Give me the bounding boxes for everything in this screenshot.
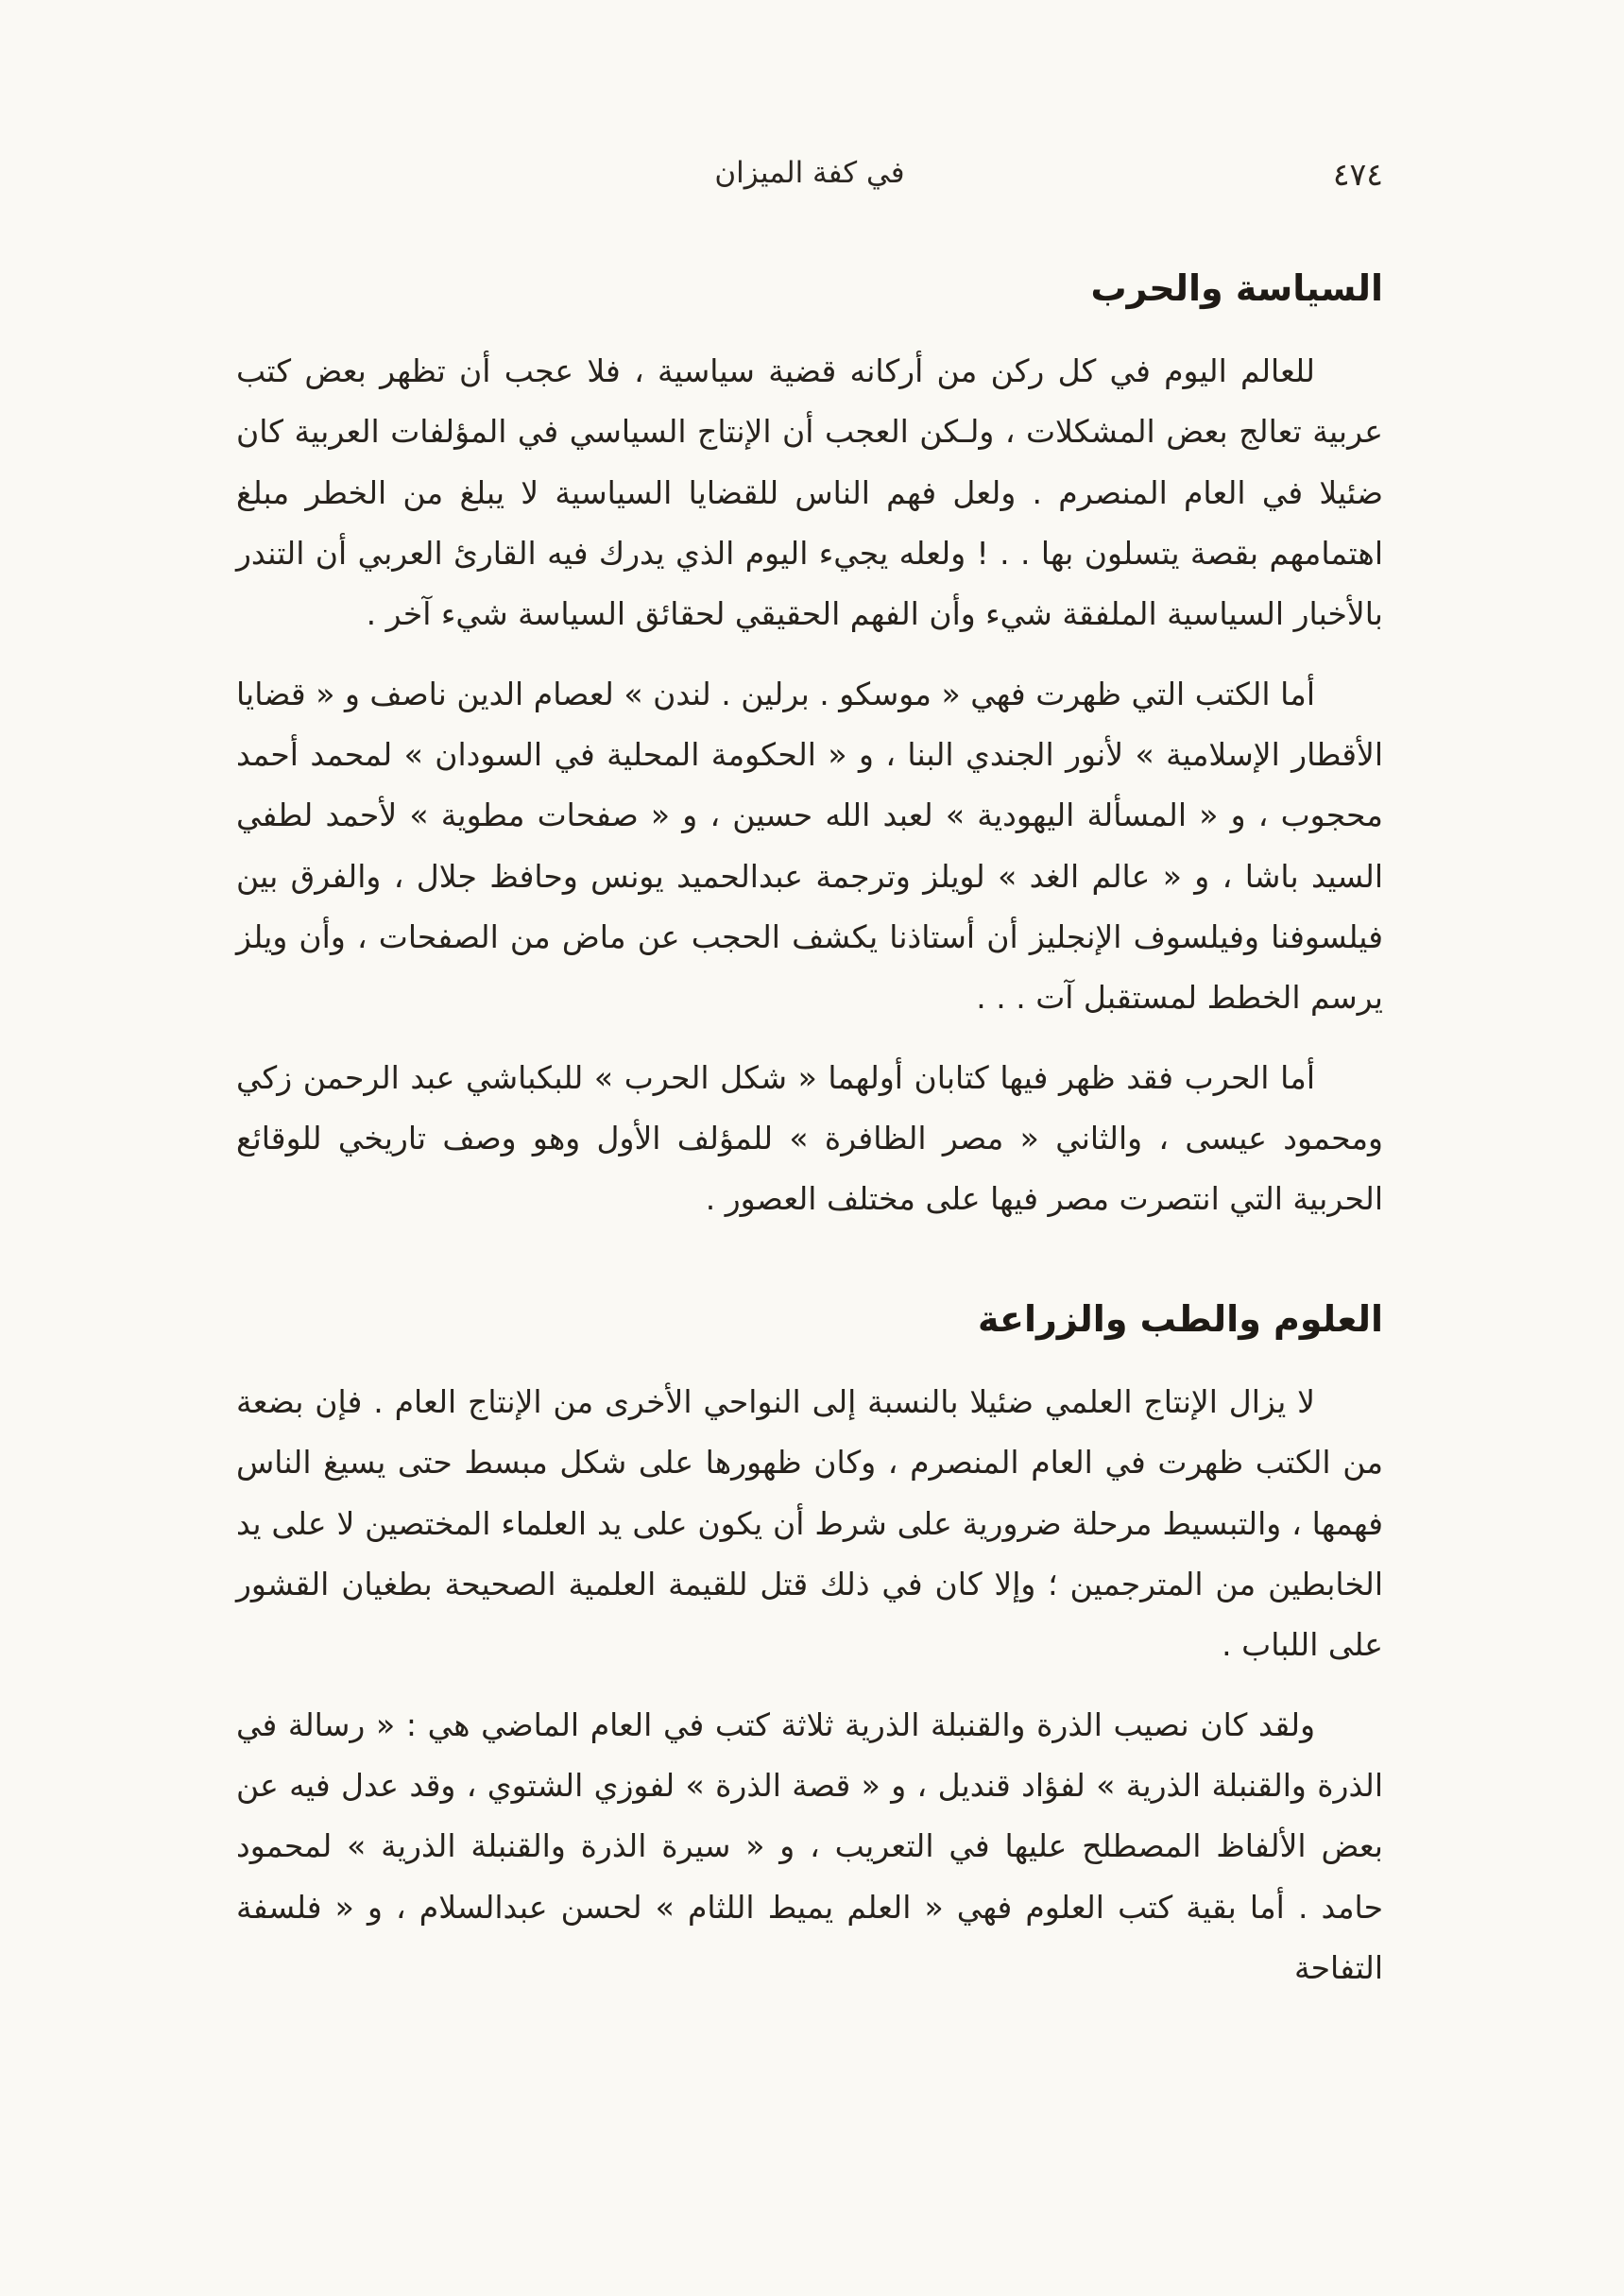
section-science-medicine-agriculture <box>236 1298 1383 1998</box>
page-number: ٤٧٤ <box>1332 156 1383 193</box>
paragraph: أما الكتب التي ظهرت فهي « موسكو . برلين . لندن » لعصام الدين ناصف و « قضايا الأقطار الإسلامية » لأنور الجندي البنا ، و « الحكومة المحلية في السودان » لمحمد أحمد محجوب ، و « المسألة اليهودية » لعبد الله حسين ، و « صفحات مطوية » لأحمد لطفي السيد باشا ، و « عالم الغد » لويلز وترجمة عبدالحميد يونس وحافظ جلال ، والفرق بين فيلسوفنا وفيلسوف الإنجليز أن أستاذنا يكشف الحجب عن ماض من الصفحات ، وأن ويلز يرسم الخطط لمستقبل آت . . . <box>236 675 1383 1017</box>
paragraph: لا يزال الإنتاج العلمي ضئيلا بالنسبة إلى النواحي الأخرى من الإنتاج العام . فإن بضعة من الكتب ظهرت في العام المنصرم ، وكان ظهورها على شكل مبسط حتى يسيغ الناس فهمها ، والتبسيط مرحلة ضرورية على شرط أن يكون على يد العلماء المختصين لا على يد الخابطين من المترجمين ؛ وإلا كان في ذلك قتل للقيمة العلمية الصحيحة بطغيان القشور على اللباب . <box>236 1382 1383 1664</box>
running-title: في كفة الميزان <box>714 156 905 190</box>
paragraph: ولقد كان نصيب الذرة والقنبلة الذرية ثلاثة كتب في العام الماضي هي : « رسالة في الذرة والقنبلة الذرية » لفؤاد قنديل ، و « قصة الذرة » لفوزي الشتوي ، وقد عدل فيه عن بعض الألفاظ المصطلح عليها في التعريب ، و « سيرة الذرة والقنبلة الذرية » لمحمود حامد . أما بقية كتب العلوم فهي « العلم يميط اللثام » لحسن عبدالسلام ، و « فلسفة التفاحة <box>236 1705 1383 1986</box>
paragraph: أما الحرب فقد ظهر فيها كتابان أولهما « شكل الحرب » للبكباشي عبد الرحمن زكي ومحمود عيسى ، والثاني « مصر الظافرة » للمؤلف الأول وهو وصف تاريخي للوقائع الحربية التي انتصرت مصر فيها على مختلف العصور . <box>236 1058 1383 1218</box>
page-header <box>236 156 1383 209</box>
text-block <box>236 156 1383 1998</box>
section-heading-politics-war: السياسة والحرب <box>1090 267 1383 309</box>
section-politics-and-war <box>236 267 1383 1230</box>
paragraph: للعالم اليوم في كل ركن من أركانه قضية سياسية ، فلا عجب أن تظهر بعض كتب عربية تعالج بعض المشكلات ، ولـكن العجب أن الإنتاج السياسي في المؤلفات العربية كان ضئيلا في العام المنصرم . ولعل فهم الناس للقضايا السياسية لا يبلغ من الخطر مبلغ اهتمامهم بقصة يتسلون بها . . ! ولعله يجيء اليوم الذي يدرك فيه القارئ العربي أن التندر بالأخبار السياسية الملفقة شيء وأن الفهم الحقيقي لحقائق السياسة شيء آخر . <box>236 352 1383 633</box>
section-heading-science-medicine-agriculture: العلوم والطب والزراعة <box>977 1297 1383 1340</box>
